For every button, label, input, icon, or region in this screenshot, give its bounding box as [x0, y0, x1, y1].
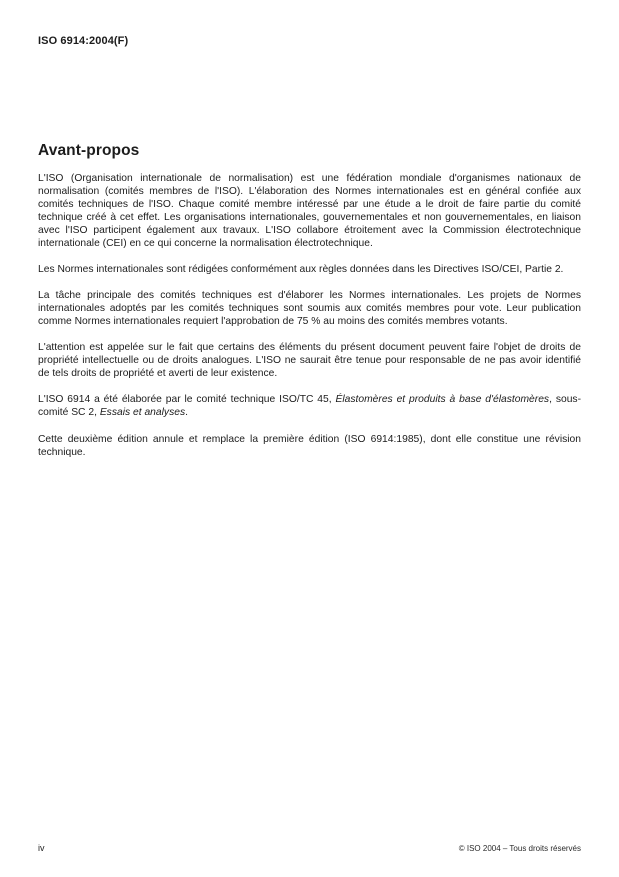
document-reference-header: ISO 6914:2004(F) — [38, 35, 129, 47]
committee-paragraph-end: . — [185, 407, 188, 418]
foreword-paragraph-edition: Cette deuxième édition annule et remplace la première édition (ISO 6914:1985), dont elle constitue une révision technique. — [38, 434, 581, 458]
foreword-paragraph-patent-rights: L'attention est appelée sur le fait que certains des éléments du présent document peuvent faire l'objet de droits de propriété intellectuelle ou de droits analogues. L'ISO ne saurait être tenue pour responsable de ne pas avoir identifié de tels droits de propriété et averti de leur existence. — [38, 342, 581, 379]
foreword-paragraph-committee — [38, 393, 581, 419]
footer-copyright-notice: © ISO 2004 – Tous droits réservés — [458, 844, 581, 853]
foreword-paragraph-iso-federation: L'ISO (Organisation internationale de normalisation) est une fédération mondiale d'organismes nationaux de normalisation (comités membres de l'ISO). L'élaboration des Normes internationales est en général confiée aux comités techniques de l'ISO. Chaque comité membre intéressé par une étude a le droit de faire partie du comité technique créé à cet effet. Les organisations internationales, gouvernementales et non gouvernementales, en liaison avec l'ISO participent également aux travaux. L'ISO collabore étroitement avec la Commission électrotechnique internationale (CEI) en ce qui concerne la normalisation électrotechnique. — [38, 173, 581, 249]
foreword-body — [38, 172, 581, 459]
footer-page-number: iv — [38, 843, 45, 853]
committee-title-italic: Élastomères et produits à base d'élastomères — [335, 394, 550, 405]
foreword-title: Avant-propos — [38, 142, 140, 159]
foreword-paragraph-directives: Les Normes internationales sont rédigées conformément aux règles données dans les Directives ISO/CEI, Partie 2. — [38, 264, 564, 275]
subcommittee-title-italic: Essais et analyses — [99, 407, 186, 418]
committee-paragraph-lead: L'ISO 6914 a été élaborée par le comité technique ISO/TC 45, — [38, 394, 336, 405]
foreword-paragraph-voting: La tâche principale des comités techniques est d'élaborer les Normes internationales. Les projets de Normes internationales adoptés par les comités techniques sont soumis aux comités membres pour vote. Leur publication comme Normes internationales requiert l'approbation de 75 % au moins des comités membres votants. — [38, 290, 581, 327]
page-footer — [38, 843, 581, 853]
committee-paragraph-middle: , sous-comité SC 2, — [38, 394, 581, 418]
